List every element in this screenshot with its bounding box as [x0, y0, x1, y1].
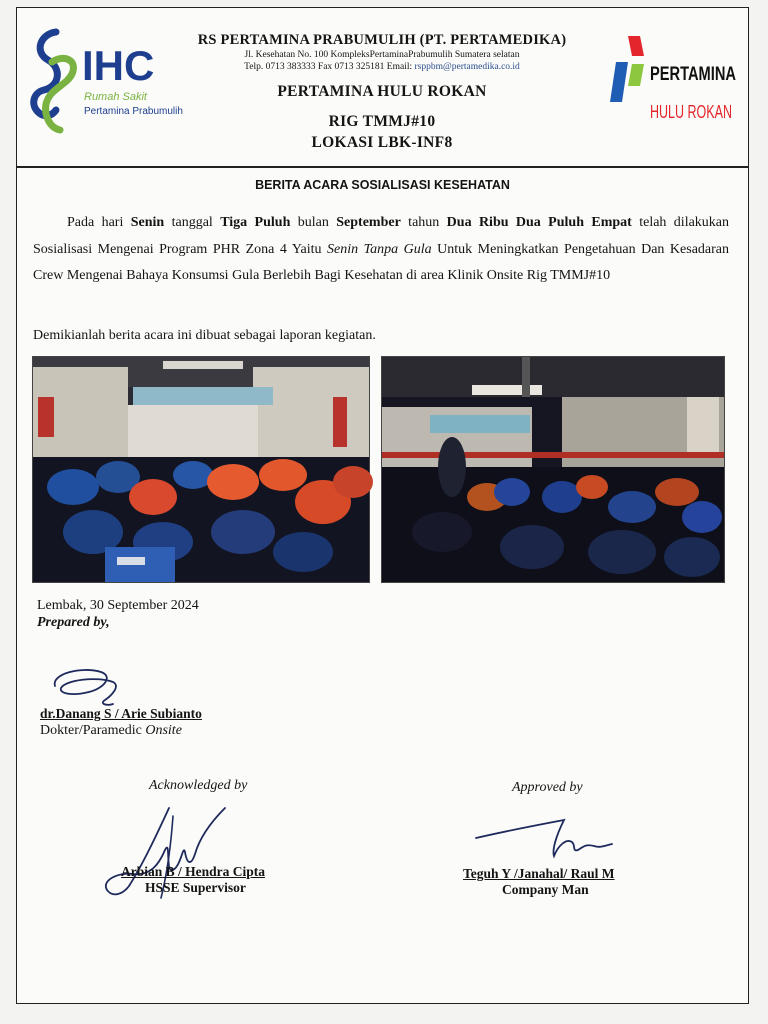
preparer-role-onsite: Onsite — [145, 723, 182, 738]
rig-line: RIG TMMJ#10 — [328, 113, 436, 130]
org-name: RS PERTAMINA PRABUMULIH (PT. PERTAMEDIKA) — [197, 32, 567, 48]
approver-signature — [472, 816, 622, 866]
location-line: LOKASI LBK-INF8 — [311, 134, 453, 151]
acknowledger-role: HSSE Supervisor — [145, 880, 246, 895]
para-text-5: telah dilakukan Sosialisasi Mengenai Program PHR Zona 4 Yaitu — [33, 215, 730, 257]
para-year: Dua Ribu Dua Puluh Empat — [446, 215, 632, 230]
ihc-logo-sub2: Pertamina Prabumulih — [84, 106, 183, 117]
document-title: BERITA ACARA SOSIALISASI KESEHATAN — [255, 178, 510, 192]
letterhead — [17, 8, 748, 168]
approver-role: Company Man — [502, 882, 589, 897]
event-photo-left — [32, 356, 370, 583]
pertamina-logo-sub: HULU ROKAN — [650, 102, 732, 122]
para-text-6: Untuk Meningkatkan Pengetahuan Dan Kesadaran Crew Mengenai Bahaya Konsumsi Gula Berlebih Bagi Kesehatan di area Klinik Onsite Rig TMMJ#10 — [33, 241, 730, 283]
place-date: Lembak, 30 September 2024 — [37, 598, 199, 613]
preparer-role — [40, 723, 182, 739]
para-text-4: tahun — [400, 215, 447, 230]
event-photo-right — [381, 356, 725, 583]
pertamina-logo-text: PERTAMINA — [650, 64, 737, 85]
para-date: Tiga Puluh — [220, 215, 291, 230]
acknowledger-name: Arbian B / Hendra Cipta — [121, 864, 266, 879]
ihc-logo-text: IHC — [82, 42, 155, 89]
acknowledged-label: Acknowledged by — [149, 778, 248, 793]
preparer-signature — [47, 660, 127, 710]
pertamina-logo — [602, 34, 742, 134]
preparer-name: dr.Danang S / Arie Subianto — [40, 706, 202, 721]
para-day: Senin — [130, 215, 165, 230]
ihc-logo-sub1: Rumah Sakit — [84, 91, 147, 103]
closing-sentence: Demikianlah berita acara ini dibuat sebagai laporan kegiatan. — [33, 328, 376, 343]
company-line: PERTAMINA HULU ROKAN — [277, 83, 487, 100]
prepared-by-label: Prepared by, — [37, 615, 110, 630]
body-paragraph — [33, 210, 729, 290]
contact-line — [177, 61, 587, 73]
para-text-3: bulan — [290, 215, 337, 230]
phone-line: Telp. 0713 383333 Fax 0713 325181 Email: — [244, 62, 413, 72]
ihc-hospital-logo — [22, 24, 183, 144]
para-program: Senin Tanpa Gula — [327, 241, 432, 257]
document-sheet — [16, 7, 749, 1004]
email-address: rsppbm@pertamedika.co.id — [414, 62, 520, 72]
approver-name: Teguh Y /Janahal/ Raul M — [463, 866, 615, 881]
para-text-2: tanggal — [164, 215, 221, 230]
letterhead-text — [177, 32, 587, 152]
para-text-1: Pada hari — [67, 215, 131, 230]
preparer-role-text: Dokter/Paramedic — [40, 723, 146, 738]
para-month: September — [336, 215, 401, 230]
approved-label: Approved by — [512, 780, 583, 795]
address-line: Jl. Kesehatan No. 100 KompleksPertaminaPrabumulih Sumatera selatan — [244, 50, 520, 60]
